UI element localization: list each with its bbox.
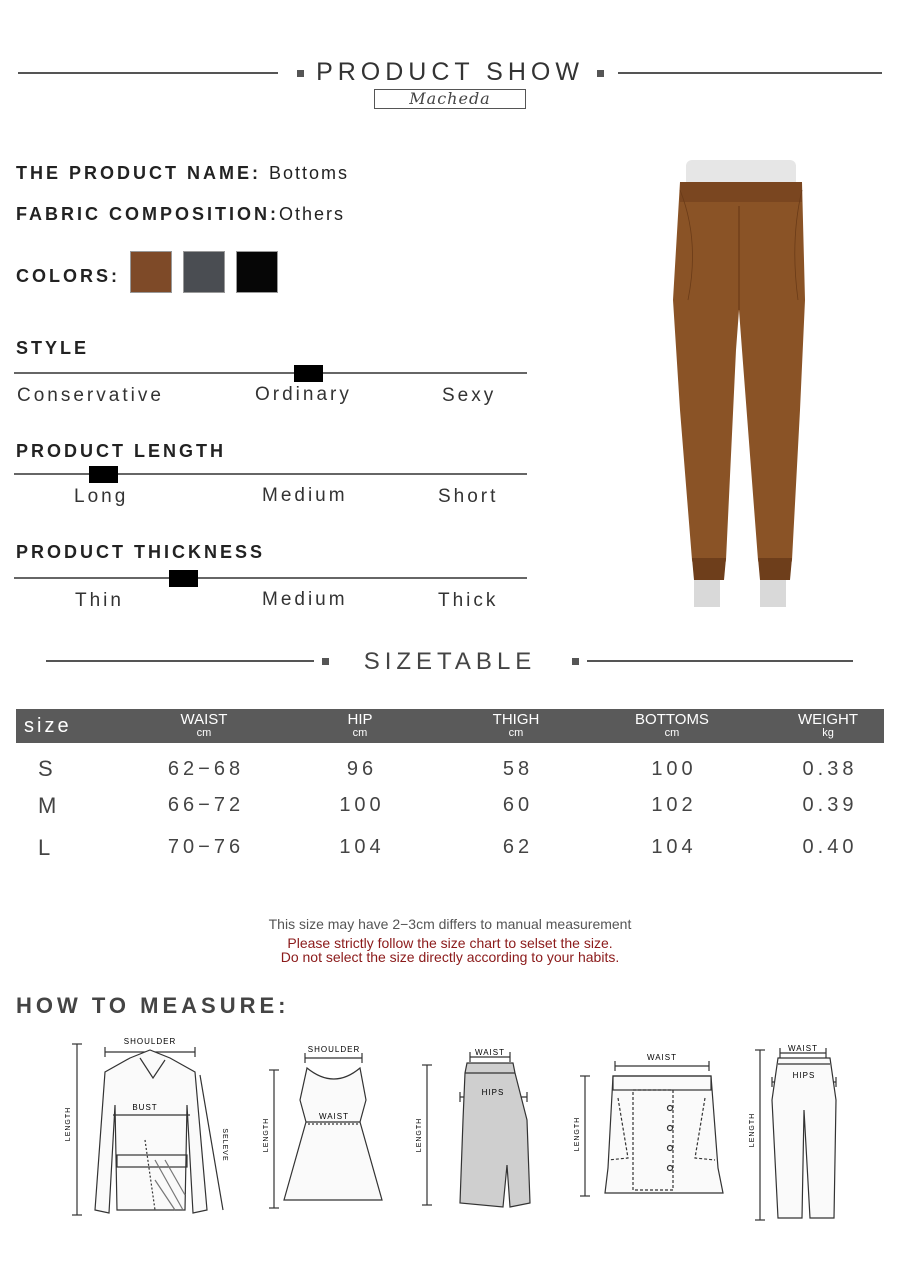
how-to-measure-title: HOW TO MEASURE: xyxy=(16,993,290,1018)
column-unit: cm xyxy=(196,727,212,739)
waist-label: WAIST xyxy=(318,1112,350,1121)
length-label: LENGTH xyxy=(749,1112,756,1148)
size-column-header: size xyxy=(24,715,72,737)
length-option-short: Short xyxy=(438,486,499,507)
column-name: HIP xyxy=(347,711,373,728)
column-header-thigh xyxy=(456,712,576,739)
column-name: THIGH xyxy=(492,711,540,728)
size-table-header xyxy=(16,709,884,743)
thickness-scale-line xyxy=(14,577,527,579)
table-cell: 70−76 xyxy=(167,836,245,858)
style-scale-line xyxy=(14,372,527,374)
size-warning-1: Please strictly follow the size chart to selset the size. xyxy=(287,935,613,951)
sizetable-title: SIZETABLE xyxy=(363,648,537,675)
dress-measure-diagram xyxy=(262,1040,392,1215)
column-header-bottoms xyxy=(612,712,732,739)
brand-logo: Macheda xyxy=(374,89,526,109)
skirt-measure-diagram xyxy=(415,1045,545,1215)
length-option-long: Long xyxy=(74,486,129,507)
style-option-ordinary: Ordinary xyxy=(255,384,352,405)
length-label: LENGTH xyxy=(65,1106,72,1142)
color-swatch-black[interactable] xyxy=(236,251,278,293)
waist-label: WAIST xyxy=(474,1048,506,1057)
thickness-option-medium: Medium xyxy=(262,589,348,610)
sizetable-divider-left xyxy=(46,660,314,662)
color-swatch-gray[interactable] xyxy=(183,251,225,293)
bust-label: BUST xyxy=(132,1103,158,1112)
table-cell: 96 xyxy=(346,758,378,780)
thickness-title: PRODUCT THICKNESS xyxy=(16,542,266,562)
length-label: LENGTH xyxy=(574,1116,581,1152)
size-cell: M xyxy=(38,793,57,818)
column-header-weight xyxy=(768,712,888,739)
waist-label: WAIST xyxy=(646,1053,678,1062)
fabric-value: Others xyxy=(279,204,346,224)
colors-label: COLORS: xyxy=(16,266,120,286)
table-cell: 62−68 xyxy=(167,758,245,780)
table-cell: 100 xyxy=(651,758,697,780)
length-label: LENGTH xyxy=(416,1117,423,1153)
fabric-row xyxy=(16,204,345,225)
table-cell: 58 xyxy=(502,758,534,780)
thickness-marker xyxy=(169,570,198,587)
table-cell: 104 xyxy=(339,836,385,858)
selve-label: SELEVE xyxy=(221,1128,228,1162)
shoulder-label: SHOULDER xyxy=(123,1037,177,1046)
divider-dot xyxy=(572,658,579,665)
jacket-measure-diagram xyxy=(55,1030,240,1225)
table-cell: 0.40 xyxy=(802,836,858,858)
column-name: WAIST xyxy=(180,711,228,728)
length-title: PRODUCT LENGTH xyxy=(16,441,226,461)
style-option-sexy: Sexy xyxy=(442,385,497,406)
column-header-waist xyxy=(144,712,264,739)
pants-measure-diagram xyxy=(748,1040,853,1225)
thickness-option-thick: Thick xyxy=(438,590,499,611)
column-unit: kg xyxy=(822,727,834,739)
table-cell: 0.38 xyxy=(802,758,858,780)
product-name-label: THE PRODUCT NAME: xyxy=(16,163,261,183)
product-image-pants xyxy=(640,150,840,615)
table-cell: 104 xyxy=(651,836,697,858)
page-title: PRODUCT SHOW xyxy=(316,58,584,86)
fabric-label: FABRIC COMPOSITION: xyxy=(16,204,279,224)
table-cell: 102 xyxy=(651,794,697,816)
hips-label: HIPS xyxy=(481,1088,505,1097)
color-swatch-brown[interactable] xyxy=(130,251,172,293)
divider-dot xyxy=(597,70,604,77)
style-marker xyxy=(294,365,323,382)
length-marker xyxy=(89,466,118,483)
column-unit: cm xyxy=(352,727,368,739)
divider-right xyxy=(618,72,882,74)
column-unit: cm xyxy=(664,727,680,739)
style-option-conservative: Conservative xyxy=(17,385,164,406)
column-name: BOTTOMS xyxy=(635,711,709,728)
table-cell: 60 xyxy=(502,794,534,816)
table-cell: 62 xyxy=(502,836,534,858)
size-note: This size may have 2−3cm differs to manual measurement xyxy=(268,916,632,932)
style-title: STYLE xyxy=(16,338,90,358)
table-cell: 100 xyxy=(339,794,385,816)
table-cell: 0.39 xyxy=(802,794,858,816)
divider-left xyxy=(18,72,278,74)
size-cell: S xyxy=(38,756,53,781)
shorts-measure-diagram xyxy=(573,1048,748,1203)
divider-dot xyxy=(322,658,329,665)
product-name-value: Bottoms xyxy=(269,163,350,183)
length-label: LENGTH xyxy=(263,1117,270,1153)
shoulder-label: SHOULDER xyxy=(307,1045,361,1054)
column-header-hip xyxy=(300,712,420,739)
size-cell: L xyxy=(38,835,51,860)
waist-label: WAIST xyxy=(787,1044,819,1053)
hips-label: HIPS xyxy=(792,1071,816,1080)
thickness-option-thin: Thin xyxy=(75,590,124,611)
size-warning-2: Do not select the size directly according to your habits. xyxy=(280,949,620,965)
table-cell: 66−72 xyxy=(167,794,245,816)
sizetable-divider-right xyxy=(587,660,853,662)
product-name-row xyxy=(16,163,349,184)
column-name: WEIGHT xyxy=(798,711,858,728)
length-option-medium: Medium xyxy=(262,485,348,506)
column-unit: cm xyxy=(508,727,524,739)
